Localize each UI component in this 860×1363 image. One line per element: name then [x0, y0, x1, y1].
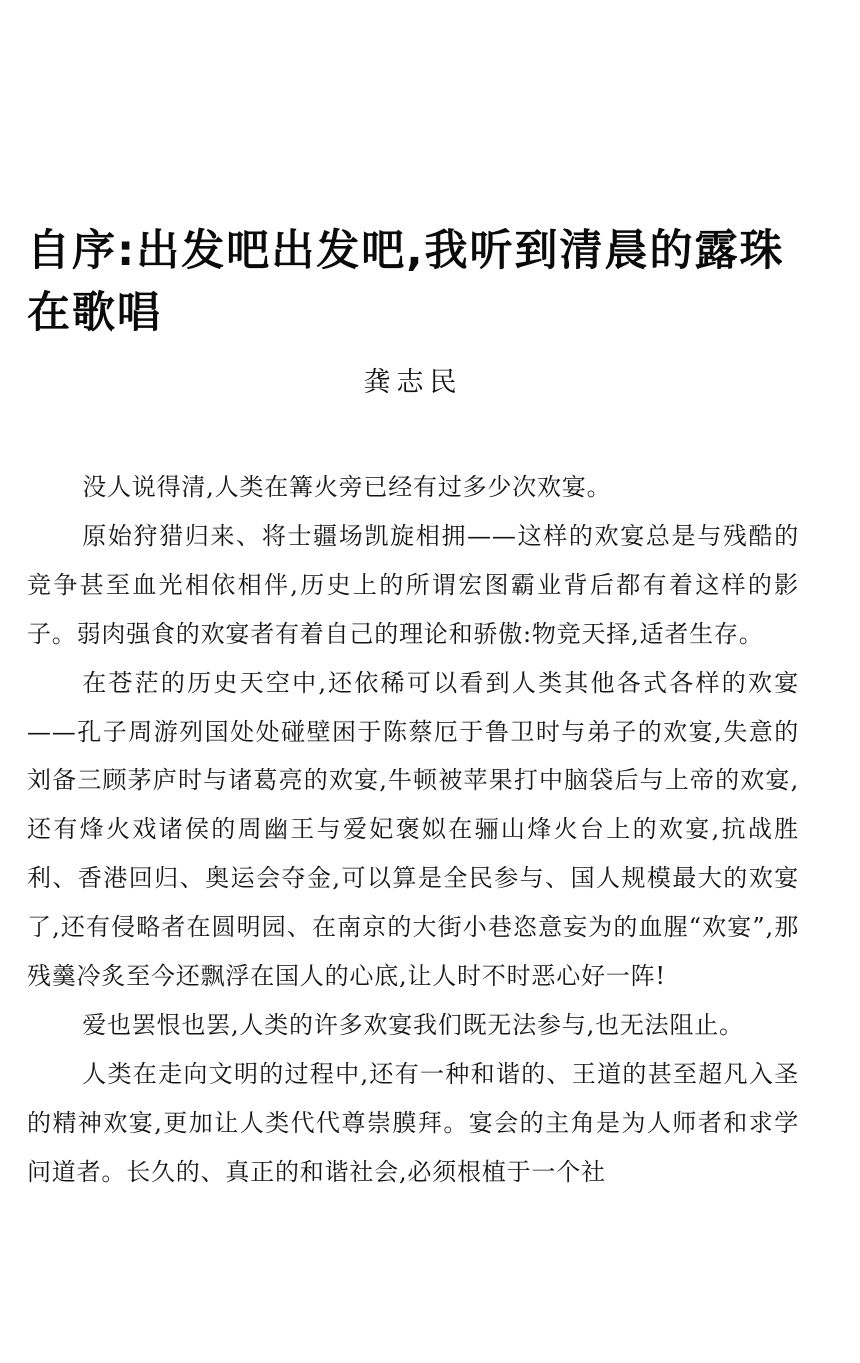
- paragraph-2: 原始狩猎归来、将士疆场凯旋相拥——这样的欢宴总是与残酷的竞争甚至血光相依相伴,历史上的所谓宏图霸业背后都有着这样的影子。弱肉强食的欢宴者有着自己的理论和骄傲:物竞天择,适者生存。: [27, 521, 799, 648]
- paragraph-3: 在苍茫的历史天空中,还依稀可以看到人类其他各式各样的欢宴——孔子周游列国处处碰壁困于陈蔡厄于鲁卫时与弟子的欢宴,失意的刘备三顾茅庐时与诸葛亮的欢宴,牛顿被苹果打中脑袋后与上帝的欢宴,还有烽火戏诸侯的周幽王与爱妃褒姒在骊山烽火台上的欢宴,抗战胜利、香港回归、奥运会夺金,可以算是全民参与、国人规模最大的欢宴了,还有侵略者在圆明园、在南京的大街小巷恣意妄为的血腥“欢宴”,那残羹冷炙至今还飘浮在国人的心底,让人时不时恶心好一阵!: [27, 668, 799, 991]
- preface-title: 自序:出发吧出发吧,我听到清晨的露珠在歌唱: [27, 226, 785, 338]
- paragraph-5: 人类在走向文明的过程中,还有一种和谐的、王道的甚至超凡入圣的精神欢宴,更加让人类代代尊崇膜拜。宴会的主角是为人师者和求学问道者。长久的、真正的和谐社会,必须根植于一个社: [27, 1059, 799, 1186]
- paragraph-1: 没人说得清,人类在篝火旁已经有过多少次欢宴。: [82, 473, 612, 501]
- paragraph-4: 爱也罢恨也罢,人类的许多欢宴我们既无法参与,也无法阻止。: [82, 1010, 744, 1039]
- preface-body: [27, 463, 799, 1197]
- author-name: 龚志民: [363, 367, 463, 398]
